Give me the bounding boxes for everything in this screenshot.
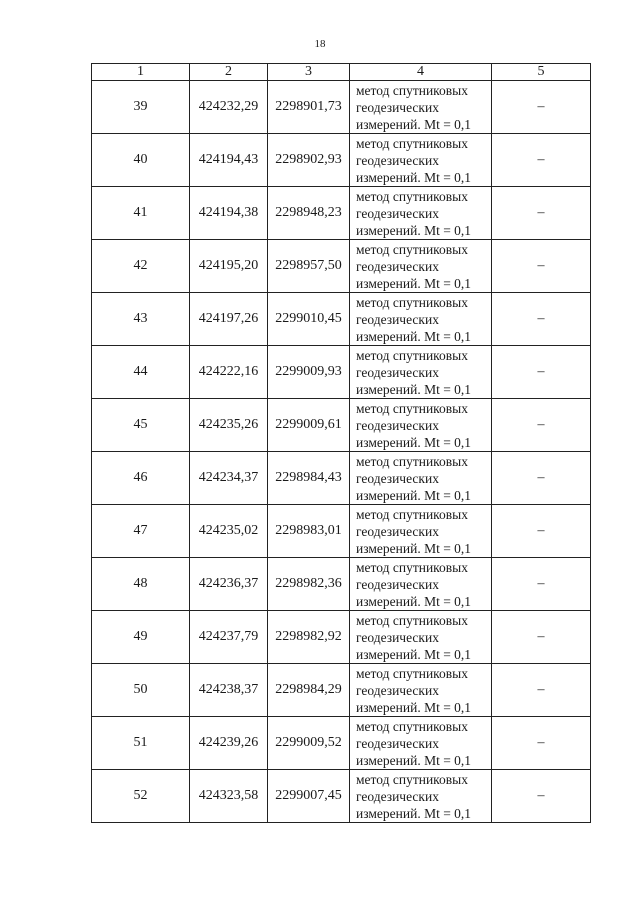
y-coordinate-cell: 2298901,73 bbox=[268, 81, 350, 134]
table-body bbox=[92, 81, 591, 823]
method-cell: метод спутниковых геодезических измерений. Mt = 0,1 bbox=[350, 346, 492, 399]
y-coordinate-cell: 2298984,29 bbox=[268, 664, 350, 717]
note-cell: – bbox=[492, 240, 591, 293]
table-row bbox=[92, 346, 591, 399]
table-row bbox=[92, 81, 591, 134]
x-coordinate-cell: 424235,02 bbox=[190, 505, 268, 558]
x-coordinate-cell: 424239,26 bbox=[190, 717, 268, 770]
y-coordinate-cell: 2298948,23 bbox=[268, 187, 350, 240]
table-header bbox=[92, 64, 591, 81]
x-coordinate-cell: 424194,38 bbox=[190, 187, 268, 240]
table-row bbox=[92, 505, 591, 558]
point-number-cell: 46 bbox=[92, 452, 190, 505]
y-coordinate-cell: 2298957,50 bbox=[268, 240, 350, 293]
x-coordinate-cell: 424238,37 bbox=[190, 664, 268, 717]
table-row bbox=[92, 134, 591, 187]
y-coordinate-cell: 2298982,92 bbox=[268, 611, 350, 664]
point-number-cell: 50 bbox=[92, 664, 190, 717]
table-row bbox=[92, 452, 591, 505]
point-number-cell: 41 bbox=[92, 187, 190, 240]
table-row bbox=[92, 187, 591, 240]
y-coordinate-cell: 2298983,01 bbox=[268, 505, 350, 558]
x-coordinate-cell: 424222,16 bbox=[190, 346, 268, 399]
method-cell: метод спутниковых геодезических измерений. Mt = 0,1 bbox=[350, 505, 492, 558]
point-number-cell: 40 bbox=[92, 134, 190, 187]
table-row bbox=[92, 240, 591, 293]
note-cell: – bbox=[492, 399, 591, 452]
point-number-cell: 48 bbox=[92, 558, 190, 611]
point-number-cell: 42 bbox=[92, 240, 190, 293]
coordinates-table bbox=[91, 63, 591, 823]
y-coordinate-cell: 2299009,52 bbox=[268, 717, 350, 770]
method-cell: метод спутниковых геодезических измерений. Mt = 0,1 bbox=[350, 399, 492, 452]
note-cell: – bbox=[492, 717, 591, 770]
table-row bbox=[92, 558, 591, 611]
note-cell: – bbox=[492, 611, 591, 664]
note-cell: – bbox=[492, 452, 591, 505]
note-cell: – bbox=[492, 505, 591, 558]
point-number-cell: 39 bbox=[92, 81, 190, 134]
x-coordinate-cell: 424237,79 bbox=[190, 611, 268, 664]
y-coordinate-cell: 2298984,43 bbox=[268, 452, 350, 505]
x-coordinate-cell: 424323,58 bbox=[190, 770, 268, 823]
header-col-2: 2 bbox=[190, 64, 268, 81]
y-coordinate-cell: 2299010,45 bbox=[268, 293, 350, 346]
header-col-1: 1 bbox=[92, 64, 190, 81]
x-coordinate-cell: 424194,43 bbox=[190, 134, 268, 187]
method-cell: метод спутниковых геодезических измерений. Mt = 0,1 bbox=[350, 293, 492, 346]
note-cell: – bbox=[492, 346, 591, 399]
method-cell: метод спутниковых геодезических измерений. Mt = 0,1 bbox=[350, 81, 492, 134]
x-coordinate-cell: 424236,37 bbox=[190, 558, 268, 611]
note-cell: – bbox=[492, 664, 591, 717]
method-cell: метод спутниковых геодезических измерений. Mt = 0,1 bbox=[350, 187, 492, 240]
header-row bbox=[92, 64, 591, 81]
table-row bbox=[92, 399, 591, 452]
y-coordinate-cell: 2299009,93 bbox=[268, 346, 350, 399]
method-cell: метод спутниковых геодезических измерений. Mt = 0,1 bbox=[350, 770, 492, 823]
y-coordinate-cell: 2299009,61 bbox=[268, 399, 350, 452]
point-number-cell: 52 bbox=[92, 770, 190, 823]
table-row bbox=[92, 717, 591, 770]
x-coordinate-cell: 424195,20 bbox=[190, 240, 268, 293]
x-coordinate-cell: 424234,37 bbox=[190, 452, 268, 505]
header-col-5: 5 bbox=[492, 64, 591, 81]
y-coordinate-cell: 2298902,93 bbox=[268, 134, 350, 187]
x-coordinate-cell: 424232,29 bbox=[190, 81, 268, 134]
note-cell: – bbox=[492, 134, 591, 187]
header-col-3: 3 bbox=[268, 64, 350, 81]
method-cell: метод спутниковых геодезических измерений. Mt = 0,1 bbox=[350, 558, 492, 611]
y-coordinate-cell: 2298982,36 bbox=[268, 558, 350, 611]
point-number-cell: 44 bbox=[92, 346, 190, 399]
x-coordinate-cell: 424197,26 bbox=[190, 293, 268, 346]
note-cell: – bbox=[492, 558, 591, 611]
table-row bbox=[92, 664, 591, 717]
note-cell: – bbox=[492, 293, 591, 346]
point-number-cell: 45 bbox=[92, 399, 190, 452]
y-coordinate-cell: 2299007,45 bbox=[268, 770, 350, 823]
method-cell: метод спутниковых геодезических измерений. Mt = 0,1 bbox=[350, 134, 492, 187]
point-number-cell: 51 bbox=[92, 717, 190, 770]
note-cell: – bbox=[492, 81, 591, 134]
method-cell: метод спутниковых геодезических измерений. Mt = 0,1 bbox=[350, 240, 492, 293]
point-number-cell: 47 bbox=[92, 505, 190, 558]
table-row bbox=[92, 611, 591, 664]
method-cell: метод спутниковых геодезических измерений. Mt = 0,1 bbox=[350, 452, 492, 505]
note-cell: – bbox=[492, 187, 591, 240]
method-cell: метод спутниковых геодезических измерений. Mt = 0,1 bbox=[350, 717, 492, 770]
table-row bbox=[92, 293, 591, 346]
table-row bbox=[92, 770, 591, 823]
note-cell: – bbox=[492, 770, 591, 823]
method-cell: метод спутниковых геодезических измерений. Mt = 0,1 bbox=[350, 611, 492, 664]
point-number-cell: 43 bbox=[92, 293, 190, 346]
point-number-cell: 49 bbox=[92, 611, 190, 664]
header-col-4: 4 bbox=[350, 64, 492, 81]
page-number: 18 bbox=[314, 38, 326, 50]
method-cell: метод спутниковых геодезических измерений. Mt = 0,1 bbox=[350, 664, 492, 717]
x-coordinate-cell: 424235,26 bbox=[190, 399, 268, 452]
